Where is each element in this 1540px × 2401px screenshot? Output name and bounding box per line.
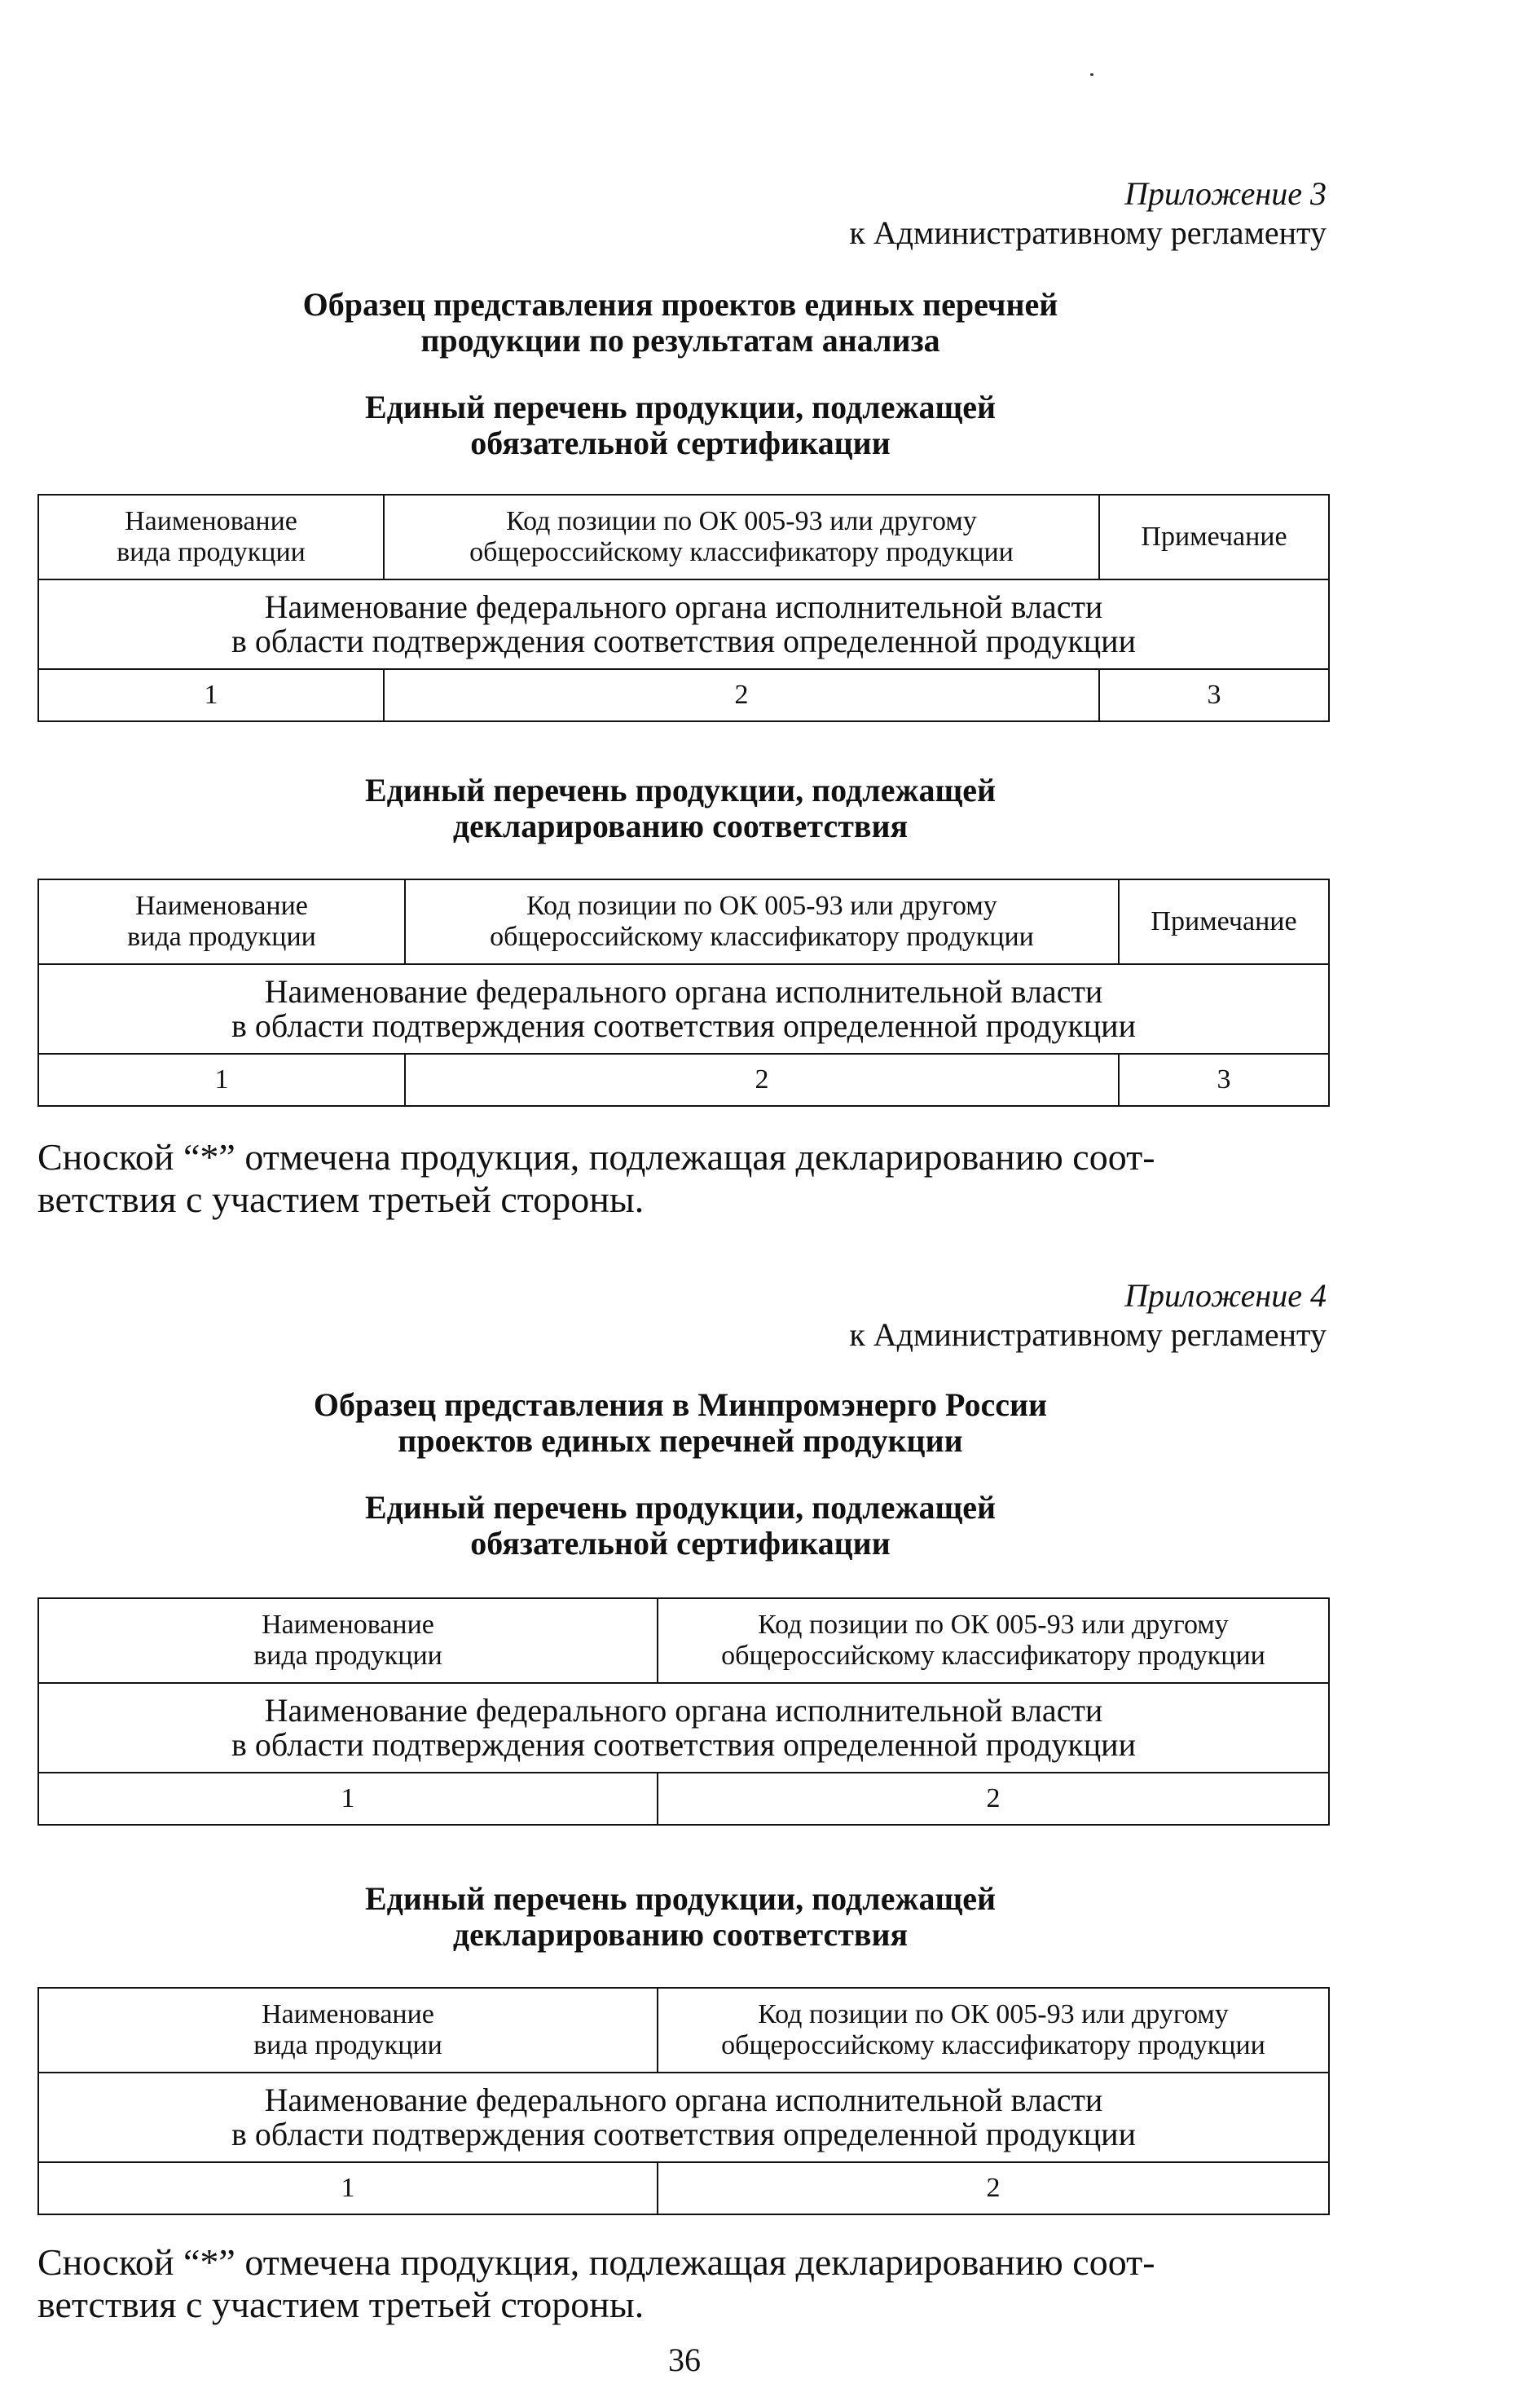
header-cell-note (1099, 495, 1329, 579)
table-span-row (38, 2073, 1329, 2162)
header-text: Примечание (1141, 522, 1287, 552)
header-text: Код позиции по ОК 005-93 или другому (526, 891, 997, 921)
header-cell-note (1119, 879, 1329, 964)
header-text: Наименование (125, 506, 297, 536)
span-text: в области подтверждения соответствия определенной продукции (231, 1726, 1136, 1763)
annex3-subtitle: к Административному регламенту (849, 214, 1327, 251)
annex3-footnote-line2: ветствия с участием третьей стороны. (37, 1178, 645, 1220)
table-header-row (38, 879, 1329, 964)
annex4-list1-heading-line2: обязательной сертификации (470, 1525, 891, 1562)
header-text: общероссийскому классификатору продукции (469, 537, 1014, 567)
header-cell-code (384, 495, 1099, 579)
annex4-list2-heading-line1: Единый перечень продукции, подлежащей (364, 1880, 997, 1917)
span-text: Наименование федерального органа исполнительной власти (264, 2082, 1103, 2118)
table-number-row (38, 1054, 1329, 1106)
header-text: Код позиции по ОК 005-93 или другому (758, 1999, 1229, 2029)
annex4-list1-table (37, 1597, 1330, 1826)
header-text: Наименование (262, 1999, 434, 2029)
header-text: Примечание (1151, 906, 1297, 936)
header-cell-name (38, 1988, 658, 2073)
annex4-subtitle: к Административному регламенту (849, 1316, 1327, 1353)
table-number-row (38, 1773, 1329, 1825)
header-text: Код позиции по ОК 005-93 или другому (758, 1610, 1229, 1640)
span-cell-authority (38, 579, 1329, 669)
annex4-caption (0, 1276, 1327, 1355)
span-text: в области подтверждения соответствия определенной продукции (231, 623, 1136, 659)
header-cell-code (658, 1598, 1329, 1683)
header-cell-name (38, 879, 405, 964)
scan-speck (1090, 73, 1093, 76)
number-cell: 1 (38, 669, 384, 721)
annex4-footnote-line2: ветствия с участием третьей стороны. (37, 2284, 645, 2325)
number-cell: 3 (1099, 669, 1329, 721)
table-span-row (38, 964, 1329, 1054)
number-cell: 2 (384, 669, 1099, 721)
annex3-footnote (37, 1136, 1328, 1221)
table-header-row (38, 1598, 1329, 1683)
annex4-list2-table (37, 1987, 1330, 2215)
annex4-list1-heading (33, 1490, 1328, 1562)
table-header-row (38, 495, 1329, 579)
span-text: Наименование федерального органа исполнительной власти (264, 1692, 1103, 1729)
header-text: Код позиции по ОК 005-93 или другому (506, 506, 977, 536)
span-cell-authority (38, 1683, 1329, 1773)
header-cell-code (405, 879, 1119, 964)
header-text: вида продукции (253, 2030, 442, 2060)
annex4-list2-heading (33, 1881, 1328, 1953)
number-cell: 1 (38, 1054, 405, 1106)
annex3-title-line2: продукции по результатам анализа (420, 322, 940, 359)
number-cell: 2 (658, 1773, 1329, 1825)
annex3-title-line1: Образец представления проектов единых перечней (302, 286, 1058, 323)
annex3-title (33, 287, 1328, 359)
annex3-list2-heading-line1: Единый перечень продукции, подлежащей (364, 772, 997, 808)
header-cell-name (38, 1598, 658, 1683)
annex4-title-line2: проектов единых перечней продукции (398, 1422, 963, 1459)
table-number-row (38, 2162, 1329, 2214)
header-text: вида продукции (253, 1641, 442, 1671)
number-cell: 2 (405, 1054, 1119, 1106)
annex3-list1-heading-line1: Единый перечень продукции, подлежащей (364, 389, 997, 425)
annex3-list1-heading (33, 390, 1328, 461)
span-text: в области подтверждения соответствия определенной продукции (231, 2116, 1136, 2152)
annex3-list2-table (37, 879, 1330, 1107)
number-cell: 2 (658, 2162, 1329, 2214)
header-text: общероссийскому классификатору продукции (490, 922, 1034, 952)
span-text: в области подтверждения соответствия определенной продукции (231, 1007, 1136, 1044)
span-text: Наименование федерального органа исполнительной власти (264, 973, 1103, 1010)
annex4-list2-heading-line2: декларированию соответствия (452, 1916, 909, 1953)
span-text: Наименование федерального органа исполнительной власти (264, 588, 1103, 625)
header-cell-name (38, 495, 384, 579)
annex3-list2-heading (33, 773, 1328, 844)
table-number-row (38, 669, 1329, 721)
header-text: вида продукции (127, 922, 316, 952)
table-span-row (38, 579, 1329, 669)
header-text: вида продукции (117, 537, 306, 567)
page-number: 36 (668, 2342, 701, 2378)
number-cell: 3 (1119, 1054, 1329, 1106)
span-cell-authority (38, 2073, 1329, 2162)
span-cell-authority (38, 964, 1329, 1054)
annex4-list1-heading-line1: Единый перечень продукции, подлежащей (364, 1489, 997, 1526)
annex3-footnote-line1: Сноской “*” отмечена продукция, подлежащая декларированию соот- (37, 1136, 1155, 1178)
annex4-footnote (37, 2241, 1328, 2326)
header-text: Наименование (135, 891, 308, 921)
table-span-row (38, 1683, 1329, 1773)
annex3-list1-heading-line2: обязательной сертификации (470, 425, 891, 461)
header-text: общероссийскому классификатору продукции (721, 1641, 1265, 1671)
header-text: общероссийскому классификатору продукции (721, 2030, 1265, 2060)
header-cell-code (658, 1988, 1329, 2073)
annex4-footnote-line1: Сноской “*” отмечена продукция, подлежащая декларированию соот- (37, 2241, 1155, 2283)
number-cell: 1 (38, 2162, 658, 2214)
annex3-label: Приложение 3 (1124, 175, 1327, 212)
annex3-caption (0, 174, 1327, 253)
annex3-list1-table (37, 494, 1330, 722)
annex4-label: Приложение 4 (1124, 1277, 1327, 1314)
header-text: Наименование (262, 1610, 434, 1640)
annex4-title (33, 1387, 1328, 1459)
annex3-list2-heading-line2: декларированию соответствия (452, 808, 909, 844)
annex4-title-line1: Образец представления в Минпромэнерго России (313, 1386, 1048, 1423)
table-header-row (38, 1988, 1329, 2073)
number-cell: 1 (38, 1773, 658, 1825)
